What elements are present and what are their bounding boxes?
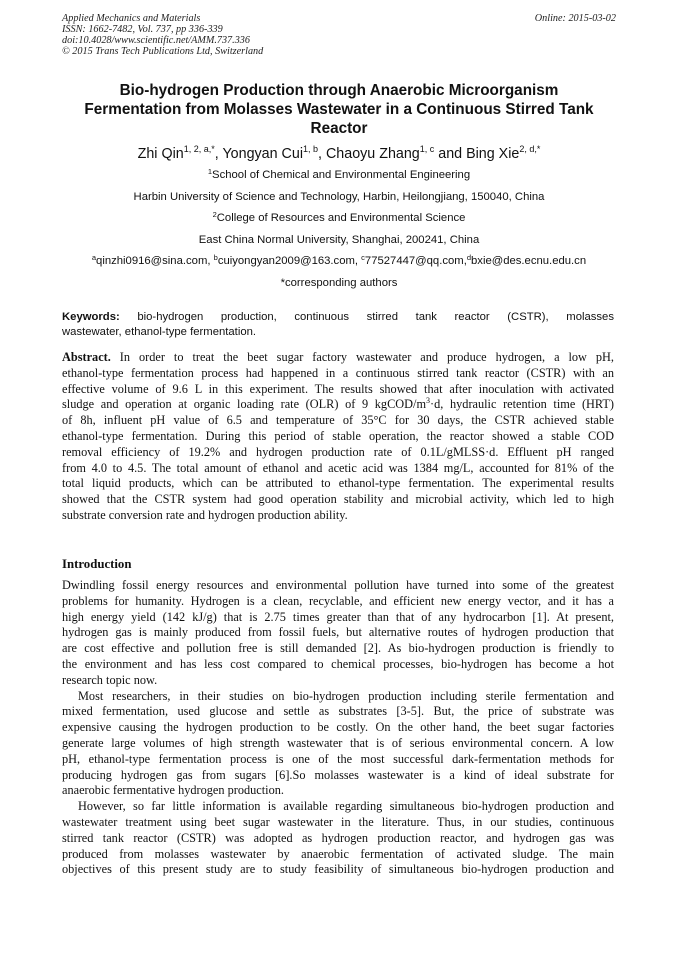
abstract-line: removal efficiency of 19.2% and hydrogen production rate of 0.1L/gMLSS·d. Effluent pH ranged (62, 444, 614, 459)
paragraph-line: Dwindling fossil energy resources and environmental pollution have turned into some of the greatest (62, 578, 614, 592)
email-sup: a (91, 253, 97, 262)
author-separator: , (214, 146, 223, 162)
online-date: Online: 2015-03-02 (534, 13, 616, 24)
paragraph-line: generate large volumes of high strength wastewater that is of serious environmental concern. A low (62, 735, 614, 750)
title-line: Fermentation from Molasses Wastewater in a Continuous Stirred Tank (84, 101, 594, 118)
author-sup: 1, b (303, 144, 319, 154)
paragraph-line: are cost effective and pollution free is still demanded [2]. As bio-hydrogen production is friendly to (62, 641, 614, 656)
paragraph-line: pH, ethanol-type fermentation process is one of the most successful dark-fermentation methods for (62, 751, 614, 766)
paragraph-line: expensive causing the hydrogen production to be costly. On the other hand, the beet sugar factories (62, 720, 614, 735)
email-sup: d (466, 253, 472, 262)
email-link[interactable]: cuiyongyan2009@163.com, (217, 255, 362, 267)
paragraph-line: wastewater treatment using beet sugar wastewater in the literature. Thus, in our studies, continuous (62, 814, 614, 829)
paragraph-line: problems for humanity. Hydrogen is a clean, recyclable, and efficient new energy vector, and it has a (62, 593, 614, 608)
author-name: Bing Xie (466, 146, 520, 162)
keywords-line (62, 310, 614, 325)
paragraph-line: objectives of this present study are to study feasibility of simultaneous bio-hydrogen production and (62, 862, 614, 877)
email-link[interactable]: bxie@des.ecnu.edu.cn (471, 255, 587, 267)
paragraph-line: Most researchers, in their studies on bio-hydrogen production including sterile fermentation and (78, 688, 614, 703)
affiliation-2 (40, 211, 638, 225)
keywords-section (62, 310, 614, 339)
abstract-text: sludge and operation at organic loading rate (OLR) of 9 kgCOD/m (62, 397, 427, 412)
abstract-label: Abstract. (62, 350, 111, 364)
author-sup: 1, 2, a,* (183, 144, 215, 154)
title-line: Reactor (310, 120, 368, 137)
abstract-line: total liquid products, which can be attributed to ethanol-type fermentation. The experimental results (62, 476, 614, 491)
abstract-section (62, 350, 614, 524)
keywords-line: wastewater, ethanol-type fermentation. (62, 325, 257, 338)
affiliation-1-address: Harbin University of Science and Technology, Harbin, Heilongjiang, 150040, China (133, 191, 545, 203)
author-separator: and (434, 146, 467, 162)
paper-title (50, 81, 628, 138)
affiliation-text: School of Chemical and Environmental Engineering (212, 169, 471, 181)
keywords-label: Keywords: (62, 311, 120, 323)
paragraph-line: high energy yield (142 kJ/g) that is 2.75 times greater than that of any hydrocarbon [1]. At present, (62, 609, 614, 624)
abstract-line (62, 350, 614, 366)
paragraph-line: produced from molasses wastewater by anaerobic fermentation of activated sludge. The main (62, 846, 614, 861)
abstract-line: ethanol-type fermentation process had happened in a continuous stirred tank reactor (CSTR) with an (62, 365, 614, 380)
abstract-line: showed that the CSTR system had good operation stability and microbial activity, which led to high (62, 492, 614, 507)
paragraph-line: stirred tank reactor (CSTR) was adopted as hydrogen production reactor, and hydrogen gas was (62, 830, 614, 845)
paragraph-line: anaerobic fermentative hydrogen production. (62, 783, 284, 798)
affiliation-2-address: East China Normal University, Shanghai, 200241, China (198, 234, 480, 246)
keywords-text: bio-hydrogen production, continuous stirred tank reactor (CSTR), molasses (119, 311, 614, 323)
author-name: Yongyan Cui (222, 146, 303, 162)
abstract-line: from 4.0 to 4.5. The total amount of ethanol and acetic acid was 1384 mg/L, accounted for 81% of the (62, 460, 614, 475)
abstract-line: of 8h, influent pH value of 6.5 and temperature of 35°C for 30 days, the CSTR achieved stable (62, 413, 614, 428)
abstract-line: substrate conversion rate and hydrogen production ability. (62, 507, 348, 522)
title-line: Bio-hydrogen Production through Anaerobic Microorganism (119, 82, 559, 99)
paragraph-line: producing hydrogen gas from sugars [6].So molasses wastewater is a kind of ideal substrate for (62, 767, 614, 782)
paragraph-line: mixed fermentation, used glucose and settle as substrates [3-5]. But, the price of substrate was (62, 704, 614, 719)
author-separator: , (318, 146, 326, 162)
email-link[interactable]: qinzhi0916@sina.com, (96, 255, 214, 267)
copyright-line: © 2015 Trans Tech Publications Ltd, Switzerland (62, 46, 264, 57)
affiliation-sup: 1 (207, 167, 213, 176)
corresponding-note: *corresponding authors (280, 277, 398, 289)
abstract-sup: 3 (426, 397, 431, 406)
email-sup: c (361, 253, 365, 262)
author-sup: 1, c (419, 144, 435, 154)
affiliation-text: College of Resources and Environmental Science (216, 212, 466, 224)
affiliation-1 (40, 168, 638, 182)
abstract-line: ethanol-type fermentation. During this period of stable operation, the reactor showed a stable COD (62, 428, 614, 443)
abstract-text: ·d, hydraulic retention time (HRT) (430, 397, 614, 412)
journal-header (62, 13, 616, 57)
paragraph-line: However, so far little information is available regarding simultaneous bio-hydrogen production and (78, 799, 614, 814)
email-link[interactable]: 77527447@qq.com, (364, 255, 467, 267)
issn-line: ISSN: 1662-7482, Vol. 737, pp 336-339 (62, 24, 223, 35)
author-sup: 2, d,* (519, 144, 541, 154)
author-name: Zhi Qin (137, 146, 184, 162)
doi-line: doi:10.4028/www.scientific.net/AMM.737.336 (62, 35, 250, 46)
section-heading: Introduction (62, 557, 132, 571)
affiliation-sup: 2 (212, 210, 217, 219)
abstract-line: effective volume of 9.6 L in this experiment. The results showed that after inoculation with activated (62, 381, 614, 396)
email-line (40, 254, 638, 268)
email-sup: b (213, 253, 218, 262)
author-list (40, 145, 638, 163)
paragraph-line: the environment and has less cost compared to chemical processes, bio-hydrogen has become a hot (62, 656, 614, 671)
journal-name: Applied Mechanics and Materials (62, 13, 201, 24)
paragraph-line: hydrogen gas is mainly produced from fossil fuels, but alternative routes of hydrogen production that (62, 625, 614, 640)
author-name: Chaoyu Zhang (325, 146, 420, 162)
abstract-line (62, 397, 614, 413)
paragraph-line: research topic now. (62, 672, 158, 687)
introduction-body (62, 578, 614, 878)
abstract-text: In order to treat the beet sugar factory wastewater and produce hydrogen, a low pH, (110, 350, 614, 364)
